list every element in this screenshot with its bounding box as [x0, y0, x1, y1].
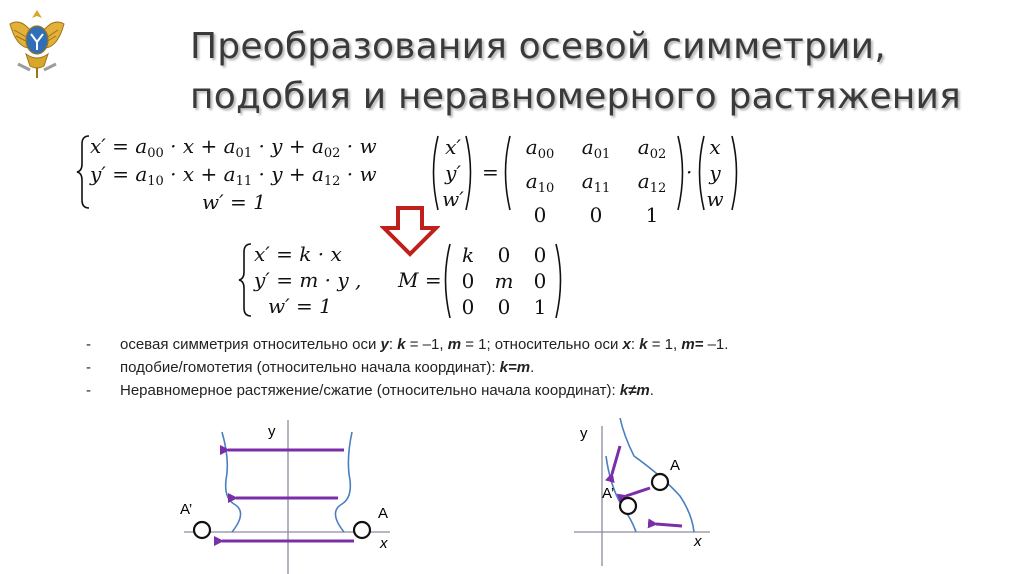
- matrix-cell: $a_{10}$: [525, 169, 555, 196]
- bullet-list: [86, 333, 728, 402]
- label-x: x: [380, 535, 388, 552]
- title-line-1: Преобразования осевой симметрии,: [190, 26, 886, 67]
- matrix-dot: ·: [686, 160, 693, 184]
- general-eq-3: w′ = 1: [202, 190, 266, 214]
- scale-eq-3: w′ = 1: [268, 294, 332, 318]
- label-a: A: [378, 505, 389, 522]
- left-vector: x′ y′ w′: [442, 135, 464, 211]
- curve-left: [222, 432, 241, 532]
- matrix-cell: 0: [461, 269, 475, 293]
- general-eq-2: $y' = a_{10} \cdot x + a_{11} \cdot y + a_{12} \cdot w$: [90, 162, 377, 189]
- arrow-inward: [626, 488, 650, 496]
- matrix-cell: $a_{02}$: [637, 135, 667, 162]
- point-a-prime: [620, 498, 636, 514]
- label-a-prime: A’: [602, 485, 615, 502]
- matrix-cell: 0: [497, 243, 511, 267]
- general-eq-1: $x' = a_{00} \cdot x + a_{01} \cdot y + a_{02} \cdot w$: [90, 134, 377, 161]
- point-a: [354, 522, 370, 538]
- figure-nonuniform-stretch: [570, 416, 720, 574]
- bullet-item: - осевая симметрия относительно оси y: k = –1, m = 1; относительно оси x: k = 1, m= –1.: [86, 333, 728, 356]
- label-a: A: [670, 457, 681, 474]
- title-line-2: подобия и неравномерного растяжения: [190, 76, 961, 117]
- scale-matrix-label: M =: [398, 268, 442, 292]
- matrix-cell: 1: [645, 203, 659, 227]
- matrix-cell: 0: [533, 269, 547, 293]
- matrix-cell: $a_{12}$: [637, 169, 667, 196]
- matrix-cell: 0: [497, 295, 511, 319]
- scale-eq-1: x′ = k · x: [254, 242, 342, 266]
- figure-axial-symmetry: [170, 420, 410, 574]
- arrow-inward: [656, 524, 682, 526]
- arrow-inward: [612, 446, 620, 474]
- matrix-cell: $a_{01}$: [581, 135, 611, 162]
- scale-eq-2: y′ = m · y ,: [254, 268, 362, 292]
- matrix-cell: $a_{00}$: [525, 135, 555, 162]
- matrix-cell: k: [461, 243, 475, 267]
- matrix-cell: 0: [533, 203, 547, 227]
- slide-title: [190, 22, 961, 122]
- label-a-prime: A’: [180, 501, 193, 518]
- left-brace-scale: [238, 242, 254, 318]
- general-matrix: [512, 134, 680, 228]
- matrix-equals: =: [482, 160, 499, 184]
- label-x: x: [694, 533, 702, 550]
- label-y: y: [268, 423, 276, 440]
- down-arrow-icon: [380, 206, 440, 258]
- matrix-cell: m: [494, 269, 514, 293]
- scale-matrix: [450, 242, 558, 320]
- bullet-item: - Неравномерное растяжение/сжатие (относительно начала координат): k≠m.: [86, 379, 728, 402]
- curve-right: [335, 432, 352, 532]
- right-vector: x y w: [706, 135, 724, 211]
- point-a-prime: [194, 522, 210, 538]
- matrix-cell: 0: [533, 243, 547, 267]
- emblem-logo: [4, 4, 70, 80]
- matrix-cell: $a_{11}$: [581, 169, 611, 196]
- point-a: [652, 474, 668, 490]
- matrix-cell: 1: [533, 295, 547, 319]
- bullet-item: - подобие/гомотетия (относительно начала координат): k=m.: [86, 356, 728, 379]
- matrix-cell: 0: [461, 295, 475, 319]
- label-y: y: [580, 425, 588, 442]
- matrix-cell: 0: [589, 203, 603, 227]
